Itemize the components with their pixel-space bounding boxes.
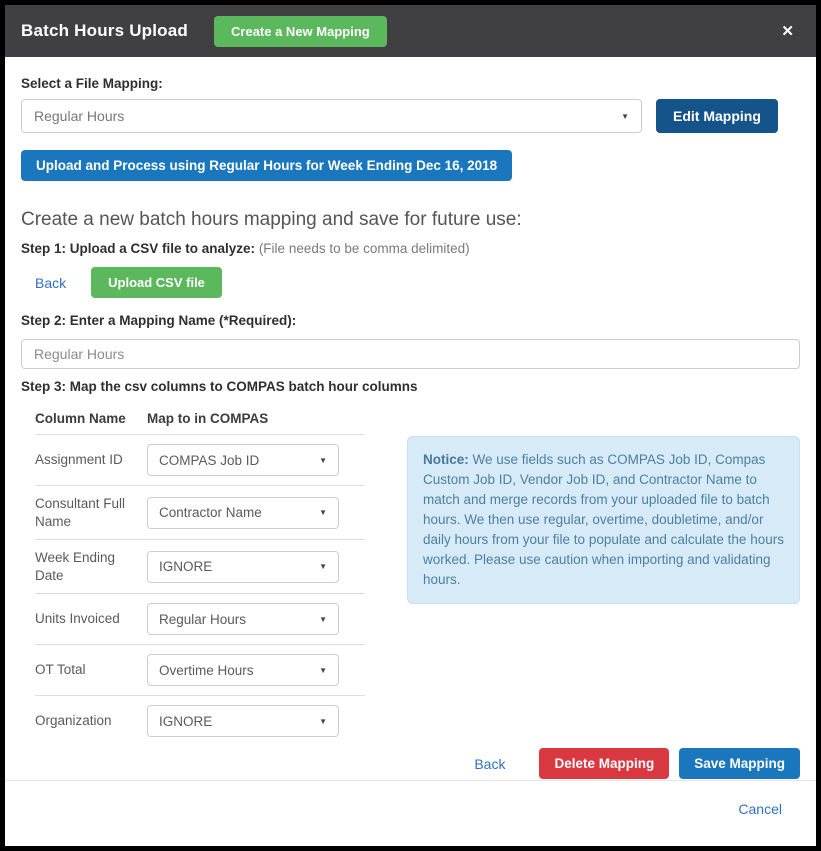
cancel-link[interactable]: Cancel: [738, 801, 782, 817]
new-mapping-heading: Create a new batch hours mapping and save for future use:: [21, 209, 522, 230]
file-mapping-select[interactable]: [21, 99, 642, 133]
map-to-selected-value: COMPAS Job ID: [159, 452, 260, 468]
caret-down-icon: ▼: [319, 455, 327, 465]
map-to-select[interactable]: [147, 654, 339, 686]
caret-down-icon: ▼: [319, 508, 327, 518]
step3-label: Step 3: Map the csv columns to COMPAS batch hour columns: [21, 379, 418, 394]
table-row: [35, 593, 365, 644]
modal-header: [5, 5, 816, 57]
csv-column-name: Consultant Full Name: [35, 496, 126, 529]
table-row: [35, 485, 365, 539]
mapping-area: [35, 405, 800, 746]
step2-line: [21, 313, 800, 328]
mapping-table: [35, 405, 365, 746]
caret-down-icon: ▼: [319, 716, 327, 726]
footer-back-link[interactable]: Back: [474, 755, 506, 772]
caret-down-icon: ▼: [319, 665, 327, 675]
map-to-selected-value: Regular Hours: [159, 611, 247, 627]
csv-column-name: Assignment ID: [35, 452, 123, 468]
modal-body: [5, 57, 816, 780]
notice-label: Notice:: [423, 452, 469, 467]
create-new-mapping-button[interactable]: Create a New Mapping: [214, 16, 387, 47]
step1-line: [21, 241, 800, 256]
map-to-selected-value: Contractor Name: [159, 505, 262, 521]
step1-label: Step 1: Upload a CSV file to analyze:: [21, 241, 256, 256]
table-row: [35, 695, 365, 746]
upload-csv-button[interactable]: Upload CSV file: [91, 267, 222, 298]
file-mapping-row: [21, 99, 800, 133]
map-to-select[interactable]: [147, 705, 339, 737]
column-name-header: Column Name: [35, 411, 126, 426]
step3-line: [21, 379, 800, 394]
notice-box: [407, 436, 800, 604]
map-to-select[interactable]: [147, 551, 339, 583]
table-row: [35, 539, 365, 593]
mapping-footer-actions: [21, 748, 800, 779]
modal-title: Batch Hours Upload: [21, 21, 189, 40]
csv-column-name: Week Ending Date: [35, 550, 116, 583]
map-to-select[interactable]: [147, 497, 339, 529]
upload-and-process-button[interactable]: Upload and Process using Regular Hours for Week Ending Dec 16, 2018: [21, 150, 512, 181]
csv-column-name: Units Invoiced: [35, 611, 120, 627]
close-icon[interactable]: ✕: [781, 22, 794, 40]
map-to-selected-value: IGNORE: [159, 713, 213, 729]
file-mapping-selected-value: Regular Hours: [34, 108, 125, 124]
table-row: [35, 644, 365, 695]
map-to-selected-value: Overtime Hours: [159, 662, 254, 678]
map-to-select[interactable]: [147, 603, 339, 635]
map-to-header: Map to in COMPAS: [147, 411, 269, 426]
step2-label: Step 2: Enter a Mapping Name (*Required):: [21, 313, 297, 328]
step1-hint: (File needs to be comma delimited): [255, 241, 470, 256]
step1-back-link[interactable]: Back: [35, 274, 67, 291]
caret-down-icon: ▼: [621, 111, 629, 121]
file-mapping-label: Select a File Mapping:: [21, 76, 163, 91]
step1-actions: [35, 267, 800, 298]
mapping-name-input[interactable]: [21, 339, 800, 369]
map-to-selected-value: IGNORE: [159, 559, 213, 575]
map-to-select[interactable]: [147, 444, 339, 476]
delete-mapping-button[interactable]: Delete Mapping: [539, 748, 669, 779]
save-mapping-button[interactable]: Save Mapping: [679, 748, 800, 779]
csv-column-name: OT Total: [35, 662, 86, 678]
caret-down-icon: ▼: [319, 562, 327, 572]
notice-text: We use fields such as COMPAS Job ID, Compas Custom Job ID, Vendor Job ID, and Contractor Name to match and merge records from your uploaded file to batch hours. We then use regular, overtime, doubletime, and/or daily hours from your file to populate and calculate the hours worked. Please use caution when importing and validating hours.: [423, 452, 784, 587]
table-row: [35, 434, 365, 485]
csv-column-name: Organization: [35, 713, 112, 729]
mapping-table-header: [35, 405, 365, 434]
caret-down-icon: ▼: [319, 614, 327, 624]
modal-footer: [5, 780, 816, 846]
edit-mapping-button[interactable]: Edit Mapping: [656, 99, 778, 133]
